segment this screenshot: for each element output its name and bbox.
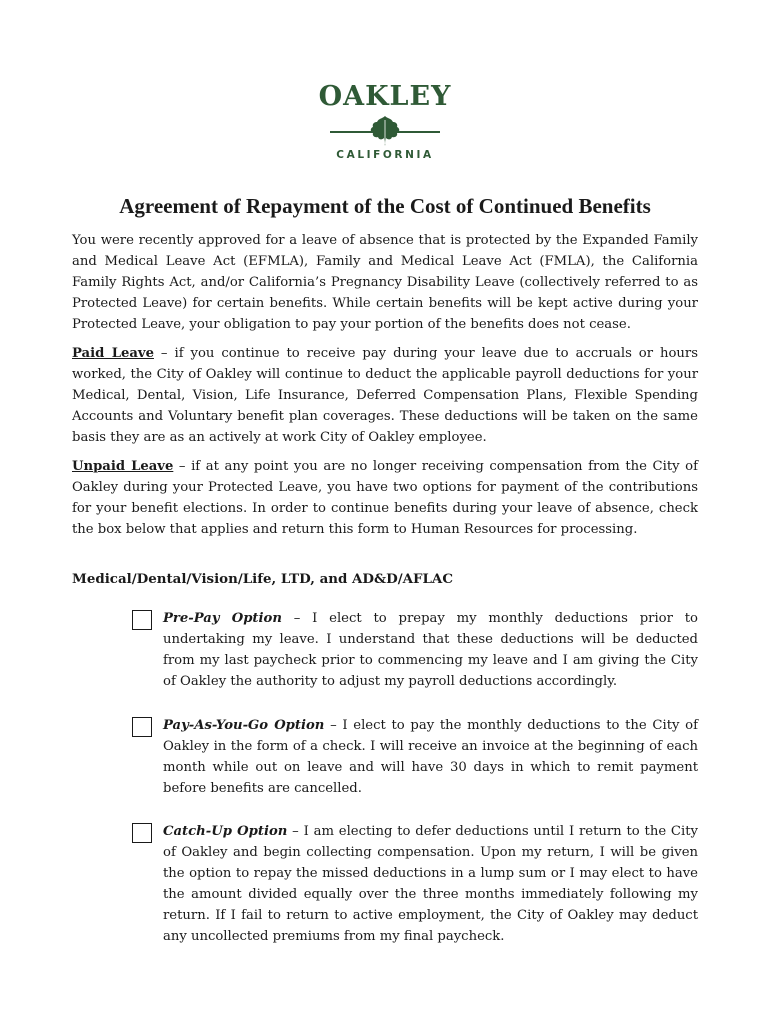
option-catch-up [132,821,698,947]
option-text [163,715,698,799]
option-description: – I elect to prepay my monthly deductions prior to undertaking my leave. I understand that these deductions will be deducted from my last paycheck prior to commencing my leave and I am giving the City of Oakley the authority to adjust my payroll deductions accordingly. [163,611,698,689]
section-heading: Medical/Dental/Vision/Life, LTD, and AD&D/AFLAC [72,571,453,587]
option-title: Pre-Pay Option [163,611,282,626]
document-title: Agreement of Repayment of the Cost of Continued Benefits [119,194,651,218]
paid-leave-label: Paid Leave [72,346,154,361]
city-logo [310,82,460,161]
unpaid-leave-paragraph [72,456,698,540]
unpaid-leave-text: – if at any point you are no longer receiving compensation from the City of Oakley during your Protected Leave, you have two options for payment of the contributions for your benefit elections. In order to continue benefits during your leave of absence, check the box below that applies and return this form to Human Resources for processing. [72,459,698,537]
pay-as-you-go-checkbox[interactable] [132,717,152,737]
option-pay-as-you-go [132,715,698,799]
option-title: Pay-As-You-Go Option [163,718,325,733]
logo-subtitle: CALIFORNIA [336,149,434,161]
logo-rule [310,114,460,148]
option-pre-pay [132,608,698,692]
pre-pay-checkbox[interactable] [132,610,152,630]
option-description: – I am electing to defer deductions until I return to the City of Oakley and begin collecting compensation. Upon my return, I will be given the option to repay the missed deductions in a lump sum or I may elect to have the amount divided equally over the three months immediately following my return. If I fail to return to active employment, the City of Oakley may deduct any uncollected premiums from my final paycheck. [163,824,698,944]
paid-leave-text: – if you continue to receive pay during your leave due to accruals or hours worked, the City of Oakley will continue to deduct the applicable payroll deductions for your Medical, Dental, Vision, Life Insurance, Deferred Compensation Plans, Flexible Spending Accounts and Voluntary benefit plan coverages. These deductions will be taken on the same basis they are as an actively at work City of Oakley employee. [72,346,698,445]
catch-up-checkbox[interactable] [132,823,152,843]
option-description: – I elect to pay the monthly deductions to the City of Oakley in the form of a check. I will receive an invoice at the beginning of each month while out on leave and will have 30 days in which to remit payment before benefits are cancelled. [163,718,698,796]
unpaid-leave-label: Unpaid Leave [72,459,174,474]
option-text [163,821,698,947]
option-title: Catch-Up Option [163,824,288,839]
logo-rule-right [390,131,440,133]
option-text [163,608,698,692]
paid-leave-paragraph [72,343,698,448]
logo-name: OAKLEY [318,81,452,112]
intro-paragraph: You were recently approved for a leave of absence that is protected by the Expanded Family and Medical Leave Act (EFMLA), Family and Medical Leave Act (FMLA), the California Family Rights Act, and/or California’s Pregnancy Disability Leave (collectively referred to as Protected Leave) for certain benefits. While certain benefits will be kept active during your Protected Leave, your obligation to pay your portion of the benefits does not cease. [72,233,698,332]
